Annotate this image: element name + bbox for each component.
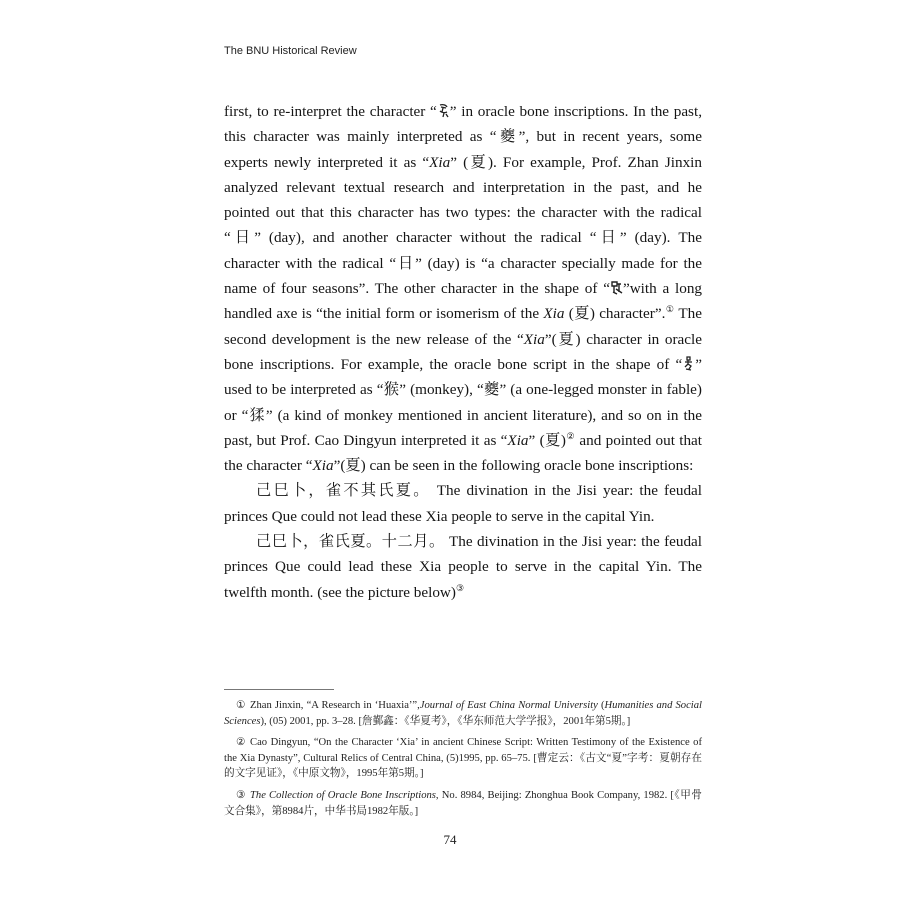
footnote-divider <box>224 689 334 690</box>
footnote-text: ( <box>597 700 605 711</box>
main-paragraph <box>224 99 702 478</box>
text-run: ” (夏) <box>528 431 566 449</box>
body-text <box>224 99 702 605</box>
footnotes <box>224 698 702 825</box>
text-run: ”with a long handled axe is “the initial form or isomerism of the <box>224 280 703 323</box>
inscription-quote-1 <box>224 478 702 529</box>
text-run: ” used to be interpreted as “猴” (monkey), “夔” (a one-legged monster in fable) or “猱” (a kind of monkey mentioned in ancient literature), and so on in the past, but Prof. Cao Dingyun interpreted it as “ <box>224 355 702 449</box>
text-run: The second development is the new release of the “ <box>224 305 702 348</box>
inscription-chinese: 己巳卜，雀不其氏夏。 <box>256 482 431 500</box>
term-xia: Xia <box>507 431 529 449</box>
inscription-translation: The divination in the Jisi year: the feudal princes Que could not lead these Xia people to serve in the capital Yin. <box>224 482 702 525</box>
footnote-2 <box>224 735 702 782</box>
inscription-quote-2 <box>224 529 702 605</box>
footnote-text: ), (05) 2001, pp. 3–28. [詹鄞鑫：《华夏考》，《华东师范大学学报》，2001年第5期。] <box>260 715 631 727</box>
footnote-text: Cao Dingyun, “On the Character ‘Xia’ in ancient Chinese Script: Written Testimony of the Existence of the Xia Dynasty”, Cultural Relics of Central China, (5)1995, pp. 65–75. [曹定云：《古文“夏”字考：夏朝存在的文字见证》，《中原文物》，1995年第5期。] <box>224 737 702 780</box>
text-run: ” in oracle bone inscriptions. In the past, this character was mainly interpreted as “夔”, but in recent years, some experts newly interpreted it as “ <box>224 103 702 171</box>
footnote-text: Zhan Jinxin, “A Research in ‘Huaxia’”, <box>250 700 420 711</box>
footnote-3 <box>224 788 702 819</box>
footnote-marker[interactable]: ③ <box>455 582 465 593</box>
footnote-marker[interactable]: ② <box>565 430 576 441</box>
footnote-journal-section: Humanities and Social Sciences <box>224 700 702 727</box>
footnote-text: , No. 8984, Beijing: Zhonghua Book Company, 1982. [《甲骨文合集》，第8984片，中华书局1982年版。] <box>224 789 702 817</box>
term-xia: Xia <box>429 153 451 171</box>
footnote-number: ① <box>236 700 246 711</box>
text-run: (夏) character”. <box>564 305 666 323</box>
text-run: ” (夏). For example, Prof. Zhan Jinxin analyzed relevant textual research and interpretation in the past, and he pointed out that this character has two types: the character with the radical “日” (day), and another character without the radical “日” (day). The character with the radical “日” (day) is “a character specially made for the name of four seasons”. The other character in the shape of “ <box>224 153 702 298</box>
inscription-translation: The divination in the Jisi year: the feudal princes Que could lead these Xia people to serve in the capital Yin. The twelfth month. (see the picture below) <box>224 533 703 601</box>
oracle-bone-glyph-icon <box>437 103 450 118</box>
footnote-book-title: The Collection of Oracle Bone Inscriptions <box>250 789 436 801</box>
term-xia: Xia <box>312 457 334 475</box>
footnote-number: ② <box>236 737 246 749</box>
term-xia: Xia <box>543 305 565 323</box>
term-xia: Xia <box>523 330 545 348</box>
running-header: The BNU Historical Review <box>224 45 357 57</box>
footnote-1 <box>224 698 702 729</box>
page-number: 74 <box>443 832 457 847</box>
oracle-bone-monkey-glyph-icon <box>682 356 695 371</box>
text-run: ”(夏) can be seen in the following oracle bone inscriptions: <box>333 457 694 475</box>
text-run: and pointed out that the character “ <box>224 431 703 475</box>
oracle-bone-axe-glyph-icon <box>610 280 623 295</box>
text-run: first, to re-interpret the character “ <box>224 103 437 120</box>
footnote-marker[interactable]: ① <box>665 304 675 315</box>
footnote-number: ③ <box>236 789 246 801</box>
footnote-journal: Journal of East China Normal University <box>419 700 598 711</box>
text-run: ”(夏) character in oracle bone inscriptions. For example, the oracle bone script in the shape of “ <box>224 330 703 373</box>
inscription-chinese: 己巳卜，雀氏夏。十二月。 <box>256 533 445 551</box>
